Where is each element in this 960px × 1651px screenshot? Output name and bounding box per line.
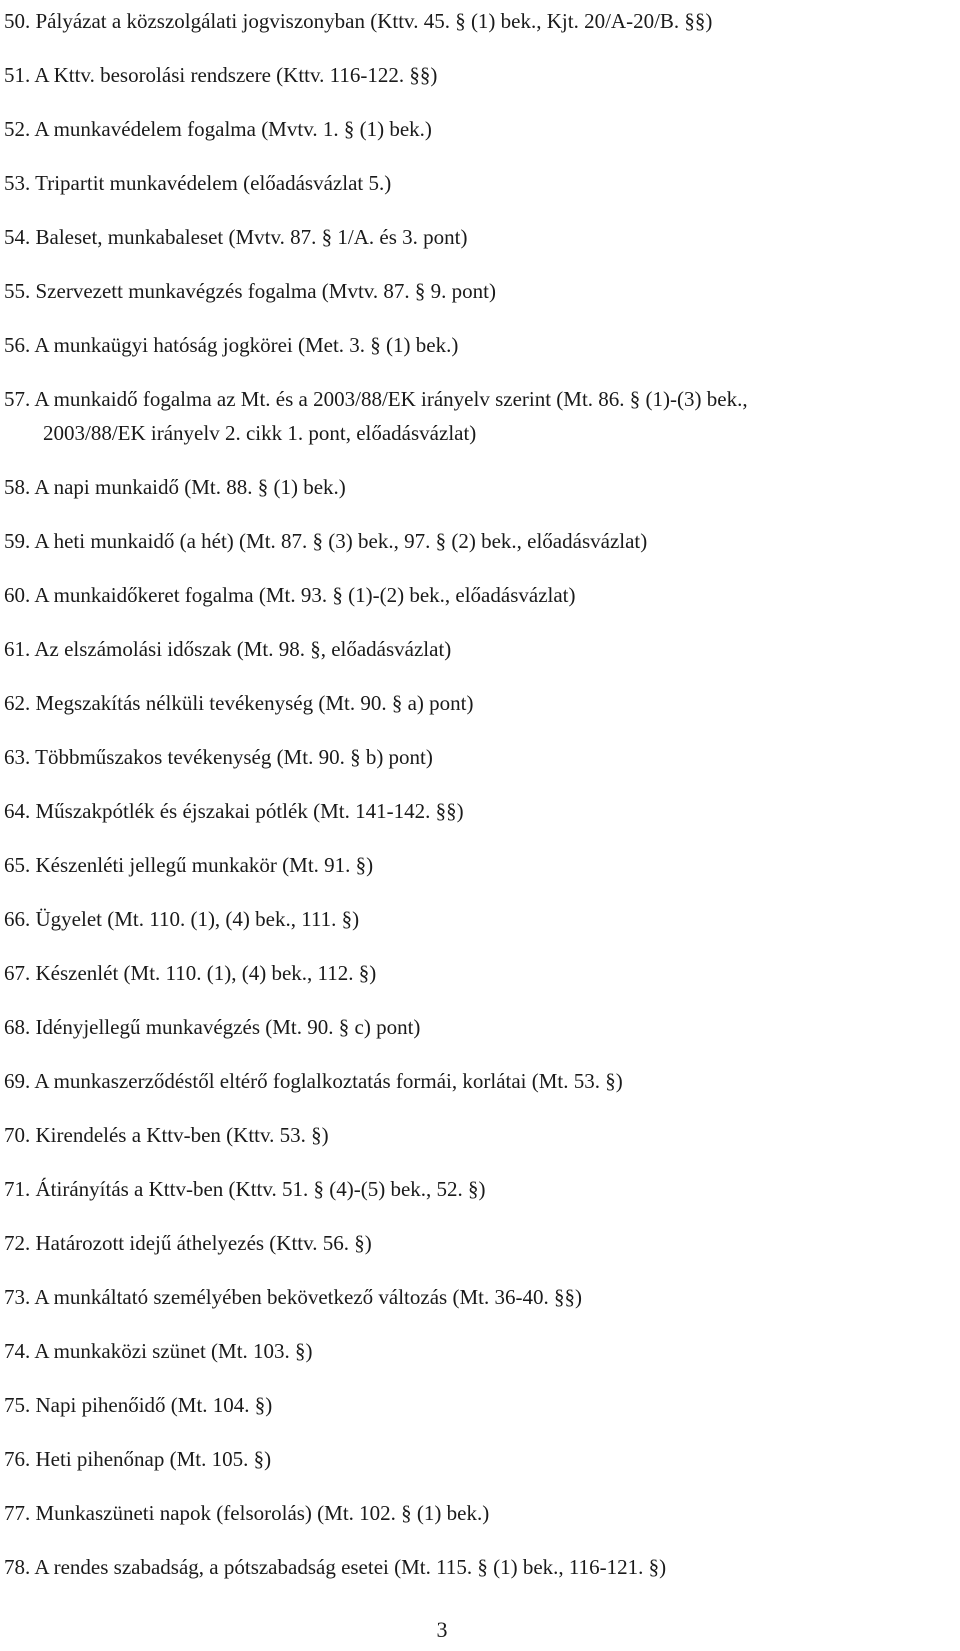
item-number: 50. (4, 9, 31, 33)
item-number: 77. (4, 1501, 31, 1525)
item-text: A munkavédelem fogalma (Mvtv. 1. § (1) bek.) (34, 117, 432, 141)
item-text: Heti pihenőnap (Mt. 105. §) (35, 1447, 272, 1471)
item-text: Az elszámolási időszak (Mt. 98. §, előadásvázlat) (34, 637, 452, 661)
item-number: 70. (4, 1123, 31, 1147)
list-item (4, 114, 934, 144)
item-number: 69. (4, 1069, 31, 1093)
list-item (4, 6, 934, 36)
item-number: 67. (4, 961, 31, 985)
item-number: 66. (4, 907, 31, 931)
item-text: Napi pihenőidő (Mt. 104. §) (35, 1393, 273, 1417)
item-text: Határozott idejű áthelyezés (Kttv. 56. §) (35, 1231, 372, 1255)
list-item (4, 958, 934, 988)
item-text: Pályázat a közszolgálati jogviszonyban (Kttv. 45. § (1) bek., Kjt. 20/A-20/B. §§) (35, 9, 713, 33)
list-item (4, 1120, 934, 1150)
item-text: A munkaügyi hatóság jogkörei (Met. 3. § (1) bek.) (34, 333, 459, 357)
item-number: 55. (4, 279, 31, 303)
item-text: Készenlét (Mt. 110. (1), (4) bek., 112. §) (35, 961, 377, 985)
list-item (4, 168, 934, 198)
list-item (4, 276, 934, 306)
list-item (4, 1282, 934, 1312)
item-text-continuation: 2003/88/EK irányelv 2. cikk 1. pont, előadásvázlat) (43, 421, 477, 445)
item-text: Készenléti jellegű munkakör (Mt. 91. §) (35, 853, 374, 877)
item-text: Baleset, munkabaleset (Mvtv. 87. § 1/A. és 3. pont) (35, 225, 468, 249)
item-number: 58. (4, 475, 31, 499)
item-text: Kirendelés a Kttv-ben (Kttv. 53. §) (35, 1123, 329, 1147)
list-item (4, 796, 934, 826)
list-item (4, 472, 934, 502)
item-text: A heti munkaidő (a hét) (Mt. 87. § (3) bek., 97. § (2) bek., előadásvázlat) (34, 529, 648, 553)
item-number: 60. (4, 583, 31, 607)
list-item (4, 1336, 934, 1366)
item-number: 71. (4, 1177, 31, 1201)
list-item (4, 60, 934, 90)
item-text: Többműszakos tevékenység (Mt. 90. § b) pont) (35, 745, 433, 769)
list-item (4, 580, 934, 610)
list-item (4, 688, 934, 718)
list-item (4, 1498, 934, 1528)
item-text: Munkaszüneti napok (felsorolás) (Mt. 102. § (1) bek.) (35, 1501, 490, 1525)
list-item (4, 742, 934, 772)
item-text: Tripartit munkavédelem (előadásvázlat 5.) (35, 171, 392, 195)
item-number: 74. (4, 1339, 31, 1363)
item-text: A Kttv. besorolási rendszere (Kttv. 116-122. §§) (34, 63, 438, 87)
list-item (4, 1552, 934, 1582)
list-item (4, 1390, 934, 1420)
item-number: 53. (4, 171, 31, 195)
item-number: 75. (4, 1393, 31, 1417)
item-number: 78. (4, 1555, 31, 1579)
topic-list (4, 6, 934, 1606)
item-number: 59. (4, 529, 31, 553)
item-text: Ügyelet (Mt. 110. (1), (4) bek., 111. §) (35, 907, 360, 931)
item-text: Műszakpótlék és éjszakai pótlék (Mt. 141-142. §§) (35, 799, 464, 823)
list-item (4, 384, 934, 448)
list-item (4, 850, 934, 880)
item-number: 72. (4, 1231, 31, 1255)
list-item (4, 526, 934, 556)
list-item (4, 1066, 934, 1096)
item-text: Átirányítás a Kttv-ben (Kttv. 51. § (4)-(5) bek., 52. §) (35, 1177, 486, 1201)
item-number: 63. (4, 745, 31, 769)
item-number: 54. (4, 225, 31, 249)
item-number: 62. (4, 691, 31, 715)
list-item (4, 1444, 934, 1474)
item-text: Megszakítás nélküli tevékenység (Mt. 90. § a) pont) (35, 691, 474, 715)
item-text: A munkaszerződéstől eltérő foglalkoztatás formái, korlátai (Mt. 53. §) (34, 1069, 623, 1093)
item-text: Szervezett munkavégzés fogalma (Mvtv. 87. § 9. pont) (35, 279, 497, 303)
item-text: A rendes szabadság, a pótszabadság esetei (Mt. 115. § (1) bek., 116-121. §) (34, 1555, 667, 1579)
item-text: A munkaidő fogalma az Mt. és a 2003/88/EK irányelv szerint (Mt. 86. § (1)-(3) bek., (34, 387, 748, 411)
item-text: A munkáltató személyében bekövetkező változás (Mt. 36-40. §§) (34, 1285, 582, 1309)
item-number: 68. (4, 1015, 31, 1039)
item-number: 65. (4, 853, 31, 877)
list-item (4, 904, 934, 934)
list-item (4, 1228, 934, 1258)
item-text: A napi munkaidő (Mt. 88. § (1) bek.) (34, 475, 346, 499)
item-number: 52. (4, 117, 31, 141)
item-number: 57. (4, 387, 31, 411)
item-number: 61. (4, 637, 31, 661)
item-text: A munkaközi szünet (Mt. 103. §) (34, 1339, 313, 1363)
item-number: 56. (4, 333, 31, 357)
item-number: 73. (4, 1285, 31, 1309)
list-item (4, 1174, 934, 1204)
list-item (4, 634, 934, 664)
list-item (4, 222, 934, 252)
item-number: 51. (4, 63, 31, 87)
item-number: 64. (4, 799, 31, 823)
item-number: 76. (4, 1447, 31, 1471)
item-text: Idényjellegű munkavégzés (Mt. 90. § c) pont) (35, 1015, 421, 1039)
item-text: A munkaidőkeret fogalma (Mt. 93. § (1)-(2) bek., előadásvázlat) (34, 583, 576, 607)
page-number: 3 (436, 1617, 448, 1642)
list-item (4, 1012, 934, 1042)
list-item (4, 330, 934, 360)
